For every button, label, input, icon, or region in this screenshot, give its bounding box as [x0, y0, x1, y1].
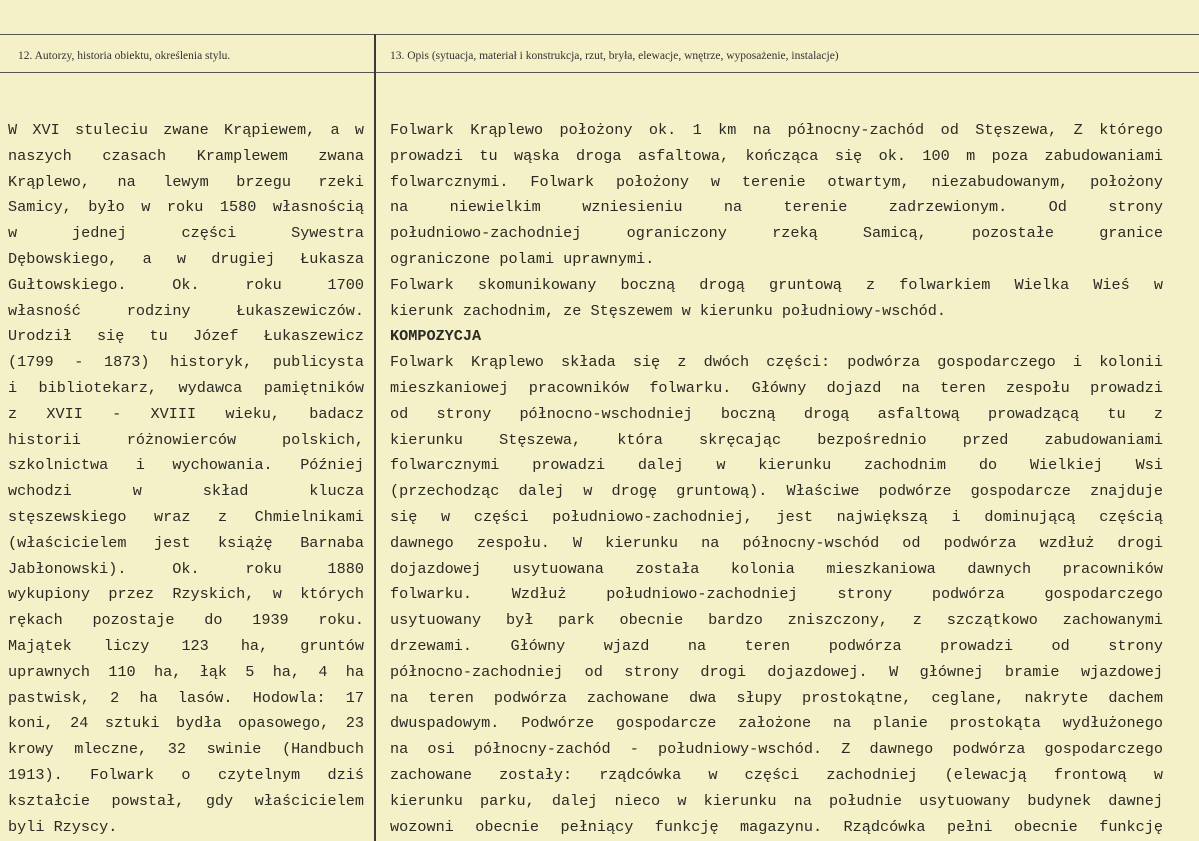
description-text-line: Folwark Krąplewo położony ok. 1 km na północny-zachód od Stęszewa, Z którego	[390, 121, 1163, 139]
description-text-line: Folwark skomunikowany boczną drogą gruntową z folwarkiem Wielka Wieś w	[390, 275, 1163, 294]
description-text-line: folwarku. Wzdłuż południowo-zachodniej strony podwórza gospodarczego	[390, 585, 1163, 604]
history-text-line: wchodzi w skład klucza	[8, 482, 364, 501]
history-text-line: Dębowskiego, a w drugiej Łukasza	[8, 249, 364, 268]
description-text-line: północno-zachodniej od strony drogi dojazdowej. W głównej bramie wjazdowej	[390, 662, 1163, 681]
description-text-line: mieszkaniowej pracowników folwarku. Główny dojazd na teren zespołu prowadzi	[390, 378, 1163, 397]
description-text-line: dwuspadowym. Podwórze gospodarcze założone na planie prostokąta wydłużonego	[390, 714, 1163, 733]
description-text-line: południowo-zachodniej ograniczony rzeką Samicą, pozostałe granice	[390, 224, 1163, 243]
history-text-line: uprawnych 110 ha, łąk 5 ha, 4 ha	[8, 662, 364, 681]
description-text-line: kierunku parku, dalej nieco w kierunku na południe usytuowany budynek dawnej	[390, 791, 1163, 810]
description-text-line: kierunk zachodnim, ze Stęszewem w kierunku południowy-wschód.	[390, 301, 946, 320]
description-text-line: na teren podwórza zachowane dwa słupy prostokątne, ceglane, nakryte dachem	[390, 688, 1163, 707]
history-text-line: Gułtowskiego. Ok. roku 1700	[8, 275, 364, 294]
description-text-line: wozowni obecnie pełniący funkcję magazynu. Rządcówka pełni obecnie funkcję	[390, 817, 1163, 836]
header-divider	[0, 72, 1199, 73]
section-13-heading: 13. Opis (sytuacja, materiał i konstrukcja, rzut, bryła, elewacje, wnętrze, wyposażenie, instalacje)	[390, 50, 839, 62]
history-text-line: Majątek liczy 123 ha, gruntów	[8, 636, 364, 655]
history-text-line: Samicy, było w roku 1580 własnością	[8, 198, 364, 217]
description-text-line: kierunku Stęszewa, która skręcając bezpośrednio przed zabudowaniami	[390, 430, 1163, 449]
top-border	[0, 34, 1199, 35]
description-text-line: (przechodząc dalej w drogę gruntową). Właściwe podwórze gospodarcze znajduje	[390, 482, 1163, 501]
history-text-line: W XVI stuleciu zwane Krąpiewem, a w	[8, 121, 364, 139]
history-text-line: i bibliotekarz, wydawca pamiętników	[8, 378, 364, 397]
description-text-line: od strony północno-wschodniej boczną drogą asfaltową prowadzącą tu z	[390, 404, 1163, 423]
history-text-line: historii różnowierców polskich,	[8, 430, 364, 449]
history-text-line: 1913). Folwark o czytelnym dziś	[8, 765, 364, 784]
history-text-line: rękach pozostaje do 1939 roku.	[8, 611, 364, 630]
history-text-line: (właścicielem jest książę Barnaba	[8, 533, 364, 552]
description-text-line: folwarcznymi prowadzi dalej w kierunku zachodnim do Wielkiej Wsi	[390, 456, 1163, 475]
description-text-line: dawnego zespołu. W kierunku na północny-wschód od podwórza wzdłuż drogi	[390, 533, 1163, 552]
history-text-line: (1799 - 1873) historyk, publicysta	[8, 353, 364, 372]
history-text-line: wykupiony przez Rzyskich, w których	[8, 585, 364, 604]
history-text-line: stęszewskiego wraz z Chmielnikami	[8, 507, 364, 526]
column-divider	[374, 34, 376, 841]
history-text-line: własność rodziny Łukaszewiczów.	[8, 301, 364, 320]
description-text-line: usytuowany był park obecnie bardzo zniszczony, z szczątkowo zachowanymi	[390, 611, 1163, 630]
history-text-line: szkolnictwa i wychowania. Później	[8, 456, 364, 475]
history-text-line: naszych czasach Kramplewem zwana	[8, 146, 364, 165]
description-text-line: dojazdowej usytuowana została kolonia mieszkaniowa dawnych pracowników	[390, 559, 1163, 578]
description-text-column	[390, 118, 1163, 840]
description-text-line: na niewielkim wzniesieniu na terenie zadrzewionym. Od strony	[390, 198, 1163, 217]
history-text-line: byli Rzyscy.	[8, 817, 118, 836]
history-text-line: z XVII - XVIII wieku, badacz	[8, 404, 364, 423]
history-text-line: koni, 24 sztuki bydła opasowego, 23	[8, 714, 364, 733]
description-text-line: na osi północny-zachód - południowy-wschód. Z dawnego podwórza gospodarczego	[390, 740, 1163, 759]
history-text-line: kształcie powstał, gdy właścicielem	[8, 791, 364, 810]
history-text-line: Krąplewo, na lewym brzegu rzeki	[8, 172, 364, 191]
description-text-line: ograniczone polami uprawnymi.	[390, 249, 655, 268]
section-12-heading: 12. Autorzy, historia obiektu, określenia stylu.	[18, 50, 231, 62]
description-text-line: folwarcznymi. Folwark położony w terenie otwartym, niezabudowanym, położony	[390, 172, 1163, 191]
description-text-line: Folwark Krąplewo składa się z dwóch części: podwórza gospodarczego i kolonii	[390, 353, 1163, 372]
description-text-line: zachowane zostały: rządcówka w części zachodniej (elewacją frontową w	[390, 765, 1163, 784]
history-text-line: w jednej części Sywestra	[8, 224, 364, 243]
history-text-line: Urodził się tu Józef Łukaszewicz	[8, 327, 364, 346]
description-text-line: prowadzi tu wąska droga asfaltowa, kończąca się ok. 100 m poza zabudowaniami	[390, 146, 1163, 165]
history-text-column	[8, 118, 364, 840]
history-text-line: pastwisk, 2 ha lasów. Hodowla: 17	[8, 688, 364, 707]
history-text-line: Jabłonowski). Ok. roku 1880	[8, 559, 364, 578]
history-text-line: krowy mleczne, 32 swinie (Handbuch	[8, 740, 364, 759]
description-text-line: drzewami. Główny wjazd na teren podwórza prowadzi od strony	[390, 636, 1163, 655]
description-text-line: się w części południowo-zachodniej, jest największą i dominującą częścią	[390, 507, 1163, 526]
section-subheading: KOMPOZYCJA	[390, 327, 482, 346]
